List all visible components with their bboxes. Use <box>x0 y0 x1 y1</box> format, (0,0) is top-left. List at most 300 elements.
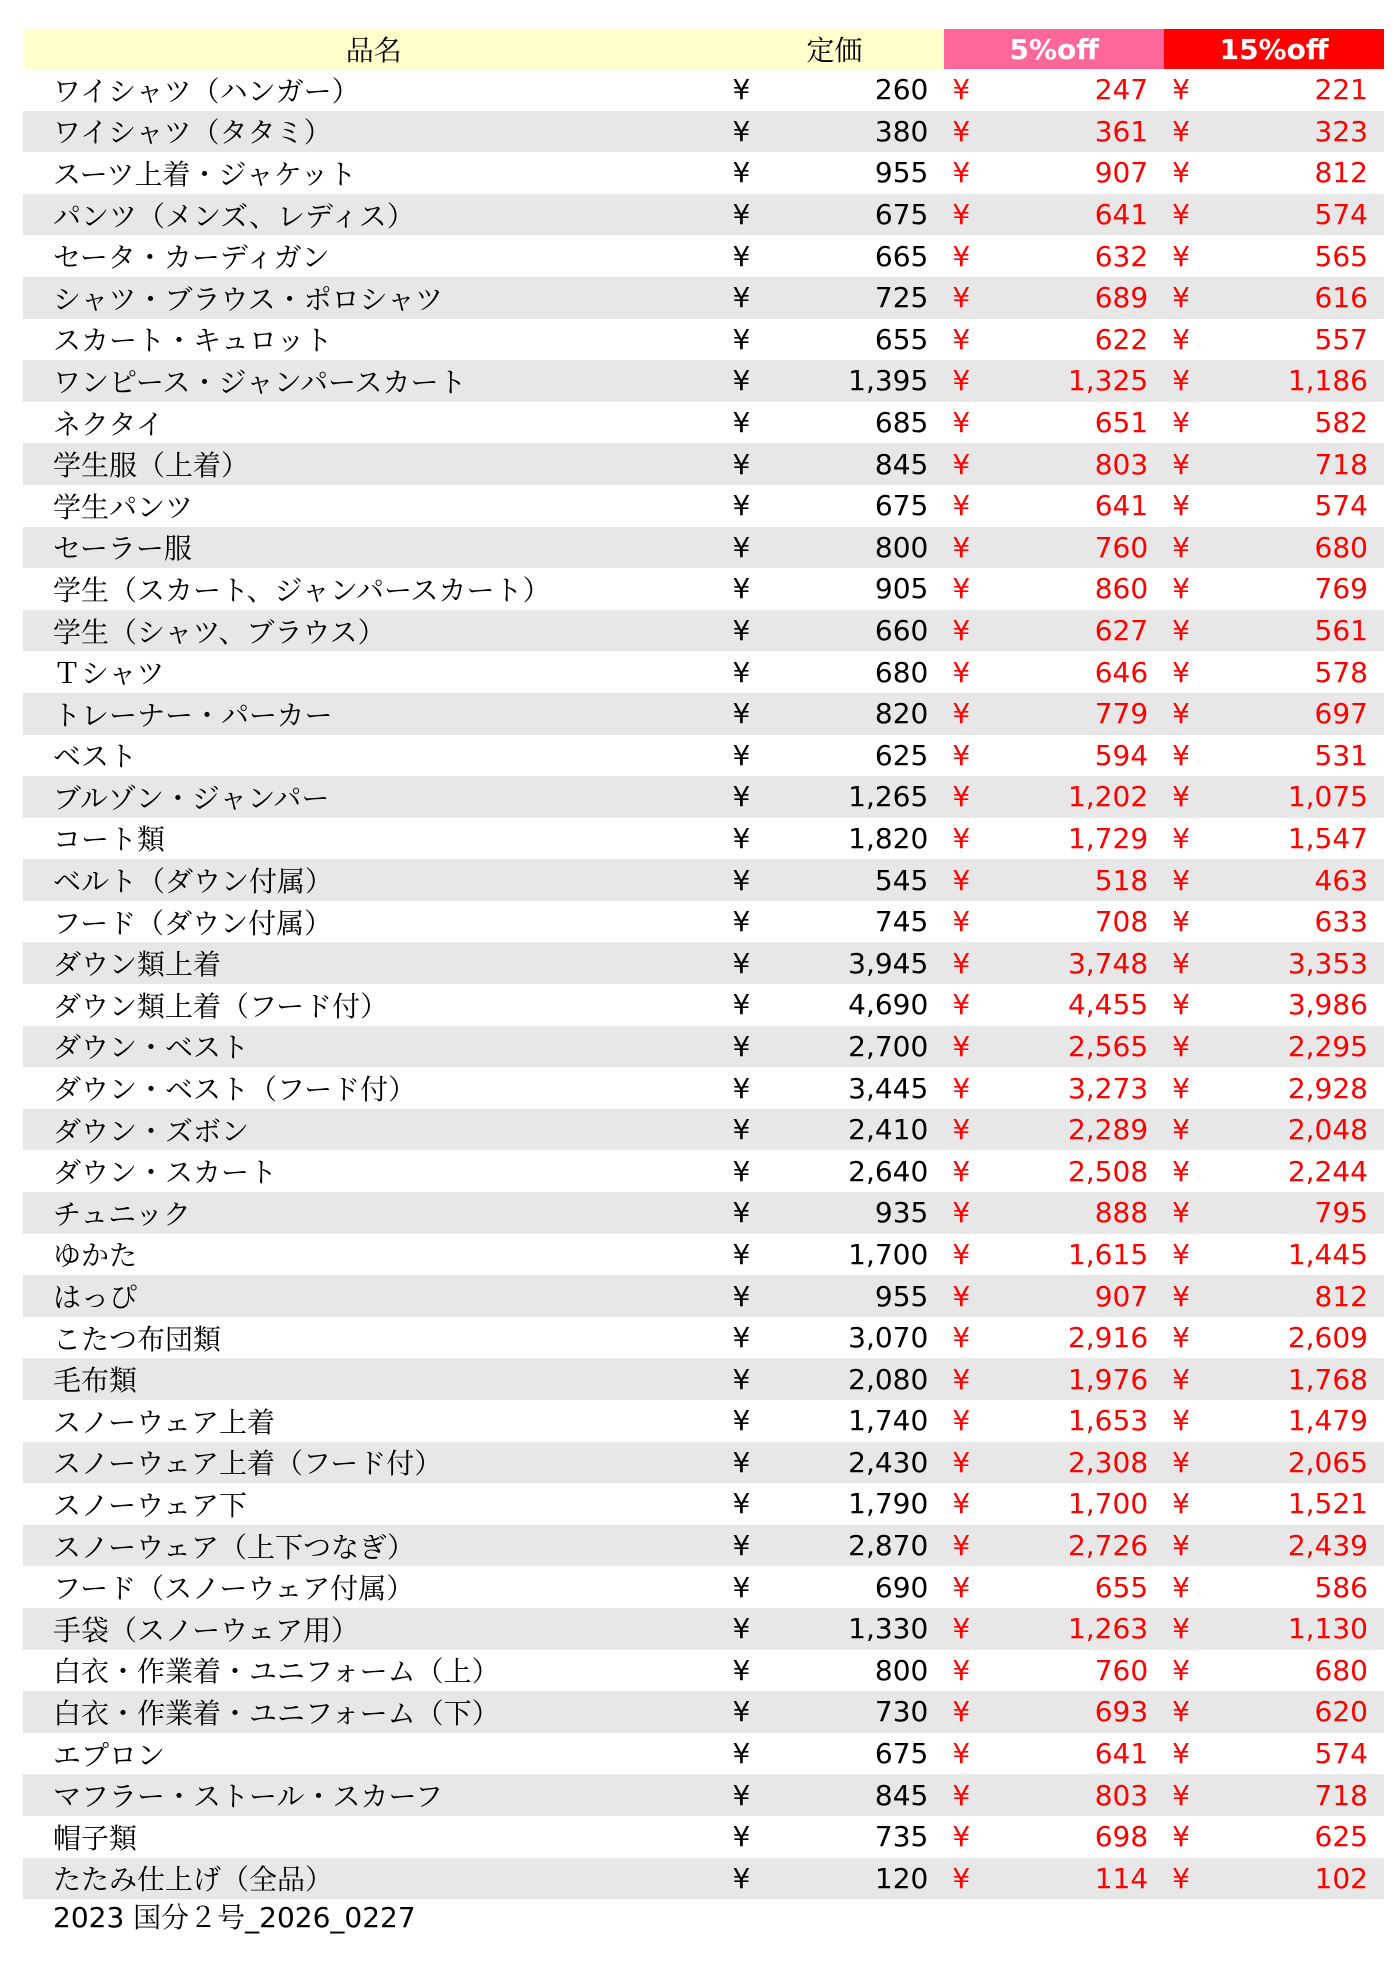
off5-price-value: 803 <box>1020 443 1164 485</box>
off5-currency: ¥ <box>944 1608 1019 1650</box>
list-price-currency: ¥ <box>725 1275 800 1317</box>
list-price-value: 660 <box>800 610 944 652</box>
list-price-currency: ¥ <box>725 1525 800 1567</box>
off5-price-value: 247 <box>1094 73 1149 107</box>
list-price-currency: ¥ <box>732 905 751 939</box>
list-price-value: 380 <box>800 111 944 153</box>
off5-currency: ¥ <box>952 406 971 440</box>
off15-currency: ¥ <box>1172 821 1190 855</box>
list-price-currency: ¥ <box>732 1071 751 1105</box>
item-name: ダウン類上着 <box>23 942 725 984</box>
list-price-currency: ¥ <box>725 277 800 319</box>
item-name: パンツ（メンズ、レディス） <box>23 194 725 236</box>
table-row <box>23 1026 1384 1068</box>
item-name: こたつ布団類 <box>53 1322 222 1356</box>
list-price-currency: ¥ <box>732 988 751 1022</box>
off5-price-value: 1,976 <box>1020 1358 1164 1400</box>
table-row <box>23 1109 1384 1151</box>
off5-currency: ¥ <box>952 322 971 356</box>
off5-price-value: 1,729 <box>1067 821 1149 855</box>
off15-price-value: 323 <box>1240 111 1384 153</box>
off15-currency: ¥ <box>1172 406 1190 440</box>
table-row <box>23 69 1384 111</box>
off5-price-value: 2,308 <box>1020 1442 1164 1484</box>
off15-currency: ¥ <box>1172 655 1190 689</box>
list-price-currency: ¥ <box>732 156 751 190</box>
off15-currency: ¥ <box>1172 1570 1190 1604</box>
off15-currency: ¥ <box>1172 239 1190 273</box>
list-price-value: 625 <box>874 738 929 772</box>
off15-currency: ¥ <box>1172 1487 1190 1521</box>
item-name: シャツ・ブラウス・ポロシャツ <box>23 277 725 319</box>
off5-currency: ¥ <box>944 942 1019 984</box>
item-name: 学生服（上着） <box>23 443 725 485</box>
table-row <box>23 527 1384 569</box>
off15-price-value: 769 <box>1314 572 1368 606</box>
off5-price-value: 646 <box>1094 655 1149 689</box>
off5-price-value: 760 <box>1094 1653 1149 1687</box>
off5-currency: ¥ <box>944 360 1019 402</box>
list-price-currency: ¥ <box>725 1109 800 1151</box>
table-row <box>23 235 1384 277</box>
off15-price-value: 620 <box>1240 1691 1384 1733</box>
table-row <box>23 568 1384 610</box>
list-price-currency: ¥ <box>725 1192 800 1234</box>
off15-currency: ¥ <box>1164 1442 1239 1484</box>
off15-price-value: 1,547 <box>1287 821 1368 855</box>
item-name: ダウン・スカート <box>53 1156 278 1190</box>
list-price-value: 2,700 <box>800 1026 944 1068</box>
list-price-currency: ¥ <box>732 1154 751 1188</box>
off5-price-value: 361 <box>1020 111 1164 153</box>
off5-price-value: 622 <box>1094 322 1149 356</box>
list-price-currency: ¥ <box>725 1026 800 1068</box>
list-price-value: 1,700 <box>848 1237 929 1271</box>
off15-currency: ¥ <box>1164 1275 1239 1317</box>
list-price-value: 1,740 <box>848 1404 929 1438</box>
list-price-currency: ¥ <box>725 360 800 402</box>
off15-price-value: 2,928 <box>1287 1071 1368 1105</box>
table-row <box>23 1816 1384 1858</box>
table-row <box>23 1483 1384 1525</box>
list-price-value: 4,690 <box>848 988 929 1022</box>
off5-currency: ¥ <box>952 1237 971 1271</box>
table-row <box>23 859 1384 901</box>
off15-price-value: 795 <box>1240 1192 1384 1234</box>
off15-price-value: 3,986 <box>1287 988 1368 1022</box>
off5-currency: ¥ <box>952 821 971 855</box>
table-row <box>23 360 1384 402</box>
off5-price-value: 1,263 <box>1020 1608 1164 1650</box>
off5-currency: ¥ <box>944 1192 1019 1234</box>
off5-price-value: 1,653 <box>1067 1404 1149 1438</box>
list-price-value: 3,945 <box>800 942 944 984</box>
off15-price-value: 2,244 <box>1287 1154 1368 1188</box>
off15-price-value: 680 <box>1314 1653 1368 1687</box>
off5-price-value: 4,455 <box>1067 988 1149 1022</box>
list-price-value: 730 <box>800 1691 944 1733</box>
list-price-currency: ¥ <box>725 194 800 236</box>
list-price-value: 725 <box>800 277 944 319</box>
list-price-currency: ¥ <box>732 489 751 523</box>
list-price-currency: ¥ <box>725 1608 800 1650</box>
header-5-percent-off: 5%off <box>944 29 1164 69</box>
off5-price-value: 907 <box>1094 156 1149 190</box>
table-row <box>23 1858 1384 1900</box>
off15-currency: ¥ <box>1164 1358 1239 1400</box>
price-table <box>23 29 1384 1899</box>
off15-price-value: 812 <box>1240 1275 1384 1317</box>
list-price-currency: ¥ <box>725 776 800 818</box>
table-row <box>23 1400 1384 1442</box>
list-price-currency: ¥ <box>732 73 751 107</box>
list-price-value: 675 <box>874 489 929 523</box>
off15-currency: ¥ <box>1172 738 1190 772</box>
list-price-value: 2,080 <box>800 1358 944 1400</box>
off5-price-value: 803 <box>1020 1774 1164 1816</box>
table-row <box>23 735 1384 777</box>
item-name: 帽子類 <box>53 1821 138 1855</box>
table-row <box>23 651 1384 693</box>
header-item-name: 品名 <box>23 29 725 69</box>
off5-price-value: 114 <box>1020 1858 1164 1900</box>
item-name: 学生パンツ <box>53 490 194 524</box>
off15-currency: ¥ <box>1172 1404 1190 1438</box>
off5-price-value: 3,273 <box>1067 1071 1149 1105</box>
list-price-currency: ¥ <box>725 942 800 984</box>
list-price-value: 655 <box>874 322 929 356</box>
list-price-value: 2,410 <box>800 1109 944 1151</box>
off5-price-value: 2,726 <box>1020 1525 1164 1567</box>
off15-currency: ¥ <box>1164 1109 1239 1151</box>
off15-price-value: 557 <box>1314 322 1368 356</box>
off15-currency: ¥ <box>1164 1192 1239 1234</box>
off15-currency: ¥ <box>1164 111 1239 153</box>
off15-currency: ¥ <box>1172 489 1190 523</box>
off15-currency: ¥ <box>1172 988 1190 1022</box>
list-price-value: 3,070 <box>848 1321 929 1355</box>
table-row <box>23 984 1384 1026</box>
item-name: たたみ仕上げ（全品） <box>23 1858 725 1900</box>
item-name: 学生（シャツ、ブラウス） <box>23 610 725 652</box>
off5-currency: ¥ <box>952 1154 971 1188</box>
off5-currency: ¥ <box>944 1275 1019 1317</box>
off15-currency: ¥ <box>1164 610 1239 652</box>
list-price-value: 260 <box>874 73 929 107</box>
list-price-value: 800 <box>874 1653 929 1687</box>
list-price-value: 2,430 <box>800 1442 944 1484</box>
table-row <box>23 1067 1384 1109</box>
off15-currency: ¥ <box>1172 1653 1190 1687</box>
off5-price-value: 907 <box>1020 1275 1164 1317</box>
off5-currency: ¥ <box>944 1858 1019 1900</box>
item-name: ワンピース・ジャンパースカート <box>23 360 725 402</box>
list-price-value: 1,820 <box>848 821 929 855</box>
footer-code: 2023 国分２号_2026_0227 <box>53 1901 416 1934</box>
list-price-currency: ¥ <box>732 572 751 606</box>
list-price-value: 120 <box>800 1858 944 1900</box>
list-price-currency: ¥ <box>732 1237 751 1271</box>
item-name: スノーウェア下 <box>53 1488 248 1522</box>
off5-currency: ¥ <box>952 905 971 939</box>
off15-price-value: 574 <box>1314 1737 1368 1771</box>
off15-currency: ¥ <box>1172 1321 1190 1355</box>
off15-price-value: 2,048 <box>1240 1109 1384 1151</box>
table-row <box>23 1317 1384 1359</box>
list-price-value: 675 <box>800 194 944 236</box>
table-row <box>23 443 1384 485</box>
item-name: 白衣・作業着・ユニフォーム（上） <box>53 1655 500 1689</box>
item-name: フード（ダウン付属） <box>53 906 333 940</box>
off5-currency: ¥ <box>944 610 1019 652</box>
table-row <box>23 1234 1384 1276</box>
off5-price-value: 693 <box>1020 1691 1164 1733</box>
item-name: スノーウェア上着（フード付） <box>23 1442 725 1484</box>
off15-price-value: 574 <box>1240 194 1384 236</box>
table-row <box>23 693 1384 735</box>
off15-currency: ¥ <box>1164 1774 1239 1816</box>
list-price-value: 905 <box>874 572 929 606</box>
off5-currency: ¥ <box>944 277 1019 319</box>
off5-currency: ¥ <box>944 693 1019 735</box>
off15-currency: ¥ <box>1172 1737 1190 1771</box>
off15-price-value: 561 <box>1240 610 1384 652</box>
off15-price-value: 1,130 <box>1240 1608 1384 1650</box>
table-row <box>23 1358 1384 1400</box>
off5-price-value: 641 <box>1094 489 1149 523</box>
item-name: ゆかた <box>53 1239 138 1273</box>
off5-currency: ¥ <box>944 1774 1019 1816</box>
off15-price-value: 565 <box>1314 239 1368 273</box>
off15-currency: ¥ <box>1172 73 1190 107</box>
price-sheet <box>23 29 1384 1899</box>
table-row <box>23 1275 1384 1317</box>
item-name: 白衣・作業着・ユニフォーム（下） <box>23 1691 725 1733</box>
table-row <box>23 277 1384 319</box>
off5-currency: ¥ <box>952 1820 971 1854</box>
off15-currency: ¥ <box>1172 1820 1190 1854</box>
off15-currency: ¥ <box>1172 322 1190 356</box>
list-price-currency: ¥ <box>732 1820 751 1854</box>
off5-currency: ¥ <box>944 859 1019 901</box>
off15-price-value: 718 <box>1240 443 1384 485</box>
list-price-currency: ¥ <box>732 239 751 273</box>
table-row <box>23 1650 1384 1692</box>
list-price-currency: ¥ <box>732 1404 751 1438</box>
list-price-value: 955 <box>800 1275 944 1317</box>
off15-price-value: 2,065 <box>1240 1442 1384 1484</box>
off5-currency: ¥ <box>944 111 1019 153</box>
list-price-currency: ¥ <box>732 655 751 689</box>
off5-currency: ¥ <box>944 443 1019 485</box>
off15-currency: ¥ <box>1164 277 1239 319</box>
table-row <box>23 319 1384 361</box>
off15-price-value: 582 <box>1314 406 1368 440</box>
off5-price-value: 1,700 <box>1067 1487 1149 1521</box>
list-price-currency: ¥ <box>732 406 751 440</box>
off5-currency: ¥ <box>952 572 971 606</box>
item-name: ダウン・ベスト（フード付） <box>53 1073 417 1107</box>
off15-currency: ¥ <box>1164 1026 1239 1068</box>
off5-currency: ¥ <box>944 1358 1019 1400</box>
list-price-value: 2,870 <box>800 1525 944 1567</box>
list-price-currency: ¥ <box>725 111 800 153</box>
list-price-value: 680 <box>874 655 929 689</box>
list-price-currency: ¥ <box>732 1487 751 1521</box>
off15-currency: ¥ <box>1164 443 1239 485</box>
off5-price-value: 698 <box>1094 1820 1149 1854</box>
list-price-value: 820 <box>800 693 944 735</box>
off5-price-value: 779 <box>1020 693 1164 735</box>
off5-currency: ¥ <box>952 156 971 190</box>
off15-currency: ¥ <box>1164 194 1239 236</box>
off15-price-value: 3,353 <box>1240 942 1384 984</box>
off15-price-value: 574 <box>1314 489 1368 523</box>
item-name: ダウン・ベスト <box>23 1026 725 1068</box>
item-name: スノーウェア上着 <box>53 1405 276 1439</box>
list-price-currency: ¥ <box>725 1774 800 1816</box>
off5-currency: ¥ <box>944 527 1019 569</box>
item-name: ワイシャツ（ハンガー） <box>53 74 360 108</box>
item-name: セータ・カーディガン <box>53 241 330 275</box>
off5-currency: ¥ <box>952 239 971 273</box>
off5-price-value: 627 <box>1020 610 1164 652</box>
off5-currency: ¥ <box>952 1487 971 1521</box>
list-price-currency: ¥ <box>732 322 751 356</box>
item-name: トレーナー・パーカー <box>23 693 725 735</box>
item-name: 手袋（スノーウェア用） <box>23 1608 725 1650</box>
table-row <box>23 1525 1384 1567</box>
off5-price-value: 1,615 <box>1067 1237 1149 1271</box>
off15-price-value: 1,479 <box>1287 1404 1368 1438</box>
off15-currency: ¥ <box>1172 1154 1190 1188</box>
table-row <box>23 1608 1384 1650</box>
item-name: ベスト <box>53 740 138 774</box>
list-price-currency: ¥ <box>725 1691 800 1733</box>
list-price-value: 1,395 <box>800 360 944 402</box>
off5-currency: ¥ <box>952 1653 971 1687</box>
off5-currency: ¥ <box>944 1109 1019 1151</box>
item-name: スノーウェア（上下つなぎ） <box>23 1525 725 1567</box>
list-price-value: 545 <box>800 859 944 901</box>
off5-price-value: 689 <box>1020 277 1164 319</box>
table-row <box>23 402 1384 444</box>
off15-price-value: 1,521 <box>1287 1487 1368 1521</box>
item-name: スカート・キュロット <box>53 324 333 358</box>
off5-price-value: 641 <box>1094 1737 1149 1771</box>
off15-price-value: 625 <box>1314 1820 1368 1854</box>
off5-price-value: 518 <box>1020 859 1164 901</box>
item-name: スーツ上着・ジャケット <box>53 157 357 191</box>
table-row <box>23 1150 1384 1192</box>
off5-currency: ¥ <box>944 194 1019 236</box>
off15-price-value: 2,295 <box>1240 1026 1384 1068</box>
off5-price-value: 655 <box>1094 1570 1149 1604</box>
off5-price-value: 1,202 <box>1020 776 1164 818</box>
table-row <box>23 901 1384 943</box>
off15-price-value: 1,445 <box>1287 1237 1368 1271</box>
off15-currency: ¥ <box>1164 942 1239 984</box>
off5-currency: ¥ <box>952 73 971 107</box>
list-price-currency: ¥ <box>725 859 800 901</box>
off15-price-value: 1,186 <box>1240 360 1384 402</box>
list-price-value: 845 <box>800 443 944 485</box>
item-name: はっぴ <box>23 1275 725 1317</box>
header-row <box>23 29 1384 69</box>
list-price-value: 3,445 <box>848 1071 929 1105</box>
off5-currency: ¥ <box>952 1321 971 1355</box>
price-table-body <box>23 69 1384 1899</box>
list-price-value: 690 <box>874 1570 929 1604</box>
item-name: マフラー・ストール・スカーフ <box>23 1774 725 1816</box>
off5-price-value: 2,289 <box>1020 1109 1164 1151</box>
off5-price-value: 632 <box>1094 239 1149 273</box>
off15-currency: ¥ <box>1172 572 1190 606</box>
off5-currency: ¥ <box>952 988 971 1022</box>
header-15-percent-off: 15%off <box>1164 29 1384 69</box>
off5-price-value: 1,325 <box>1020 360 1164 402</box>
off15-currency: ¥ <box>1172 905 1190 939</box>
list-price-currency: ¥ <box>732 1737 751 1771</box>
table-row <box>23 776 1384 818</box>
off5-price-value: 2,916 <box>1067 1321 1149 1355</box>
list-price-value: 675 <box>874 1737 929 1771</box>
off15-currency: ¥ <box>1164 1608 1239 1650</box>
off5-price-value: 760 <box>1020 527 1164 569</box>
list-price-value: 1,265 <box>800 776 944 818</box>
off15-currency: ¥ <box>1164 1525 1239 1567</box>
list-price-currency: ¥ <box>732 738 751 772</box>
off15-currency: ¥ <box>1172 156 1190 190</box>
item-name: ベルト（ダウン付属） <box>23 859 725 901</box>
off5-currency: ¥ <box>944 1026 1019 1068</box>
table-row <box>23 1566 1384 1608</box>
off5-currency: ¥ <box>952 738 971 772</box>
list-price-currency: ¥ <box>732 1321 751 1355</box>
off15-currency: ¥ <box>1164 776 1239 818</box>
off15-currency: ¥ <box>1164 859 1239 901</box>
item-name: フード（スノーウェア付属） <box>53 1572 415 1606</box>
table-row <box>23 194 1384 236</box>
off15-price-value: 697 <box>1240 693 1384 735</box>
off15-currency: ¥ <box>1172 1071 1190 1105</box>
table-row <box>23 485 1384 527</box>
list-price-value: 665 <box>874 239 929 273</box>
off5-price-value: 651 <box>1094 406 1149 440</box>
off5-price-value: 594 <box>1094 738 1149 772</box>
table-row <box>23 152 1384 194</box>
off15-price-value: 2,609 <box>1287 1321 1368 1355</box>
list-price-value: 2,640 <box>848 1154 929 1188</box>
item-name: チュニック <box>23 1192 725 1234</box>
list-price-currency: ¥ <box>725 610 800 652</box>
off5-currency: ¥ <box>944 1691 1019 1733</box>
list-price-currency: ¥ <box>725 527 800 569</box>
off5-currency: ¥ <box>952 1570 971 1604</box>
list-price-value: 955 <box>874 156 929 190</box>
item-name: セーラー服 <box>23 527 725 569</box>
list-price-value: 935 <box>800 1192 944 1234</box>
off15-price-value: 812 <box>1314 156 1368 190</box>
off5-currency: ¥ <box>952 1404 971 1438</box>
off15-currency: ¥ <box>1164 693 1239 735</box>
off5-price-value: 2,565 <box>1020 1026 1164 1068</box>
off5-currency: ¥ <box>952 1071 971 1105</box>
table-row <box>23 818 1384 860</box>
list-price-currency: ¥ <box>732 1653 751 1687</box>
off15-currency: ¥ <box>1164 360 1239 402</box>
table-row <box>23 610 1384 652</box>
